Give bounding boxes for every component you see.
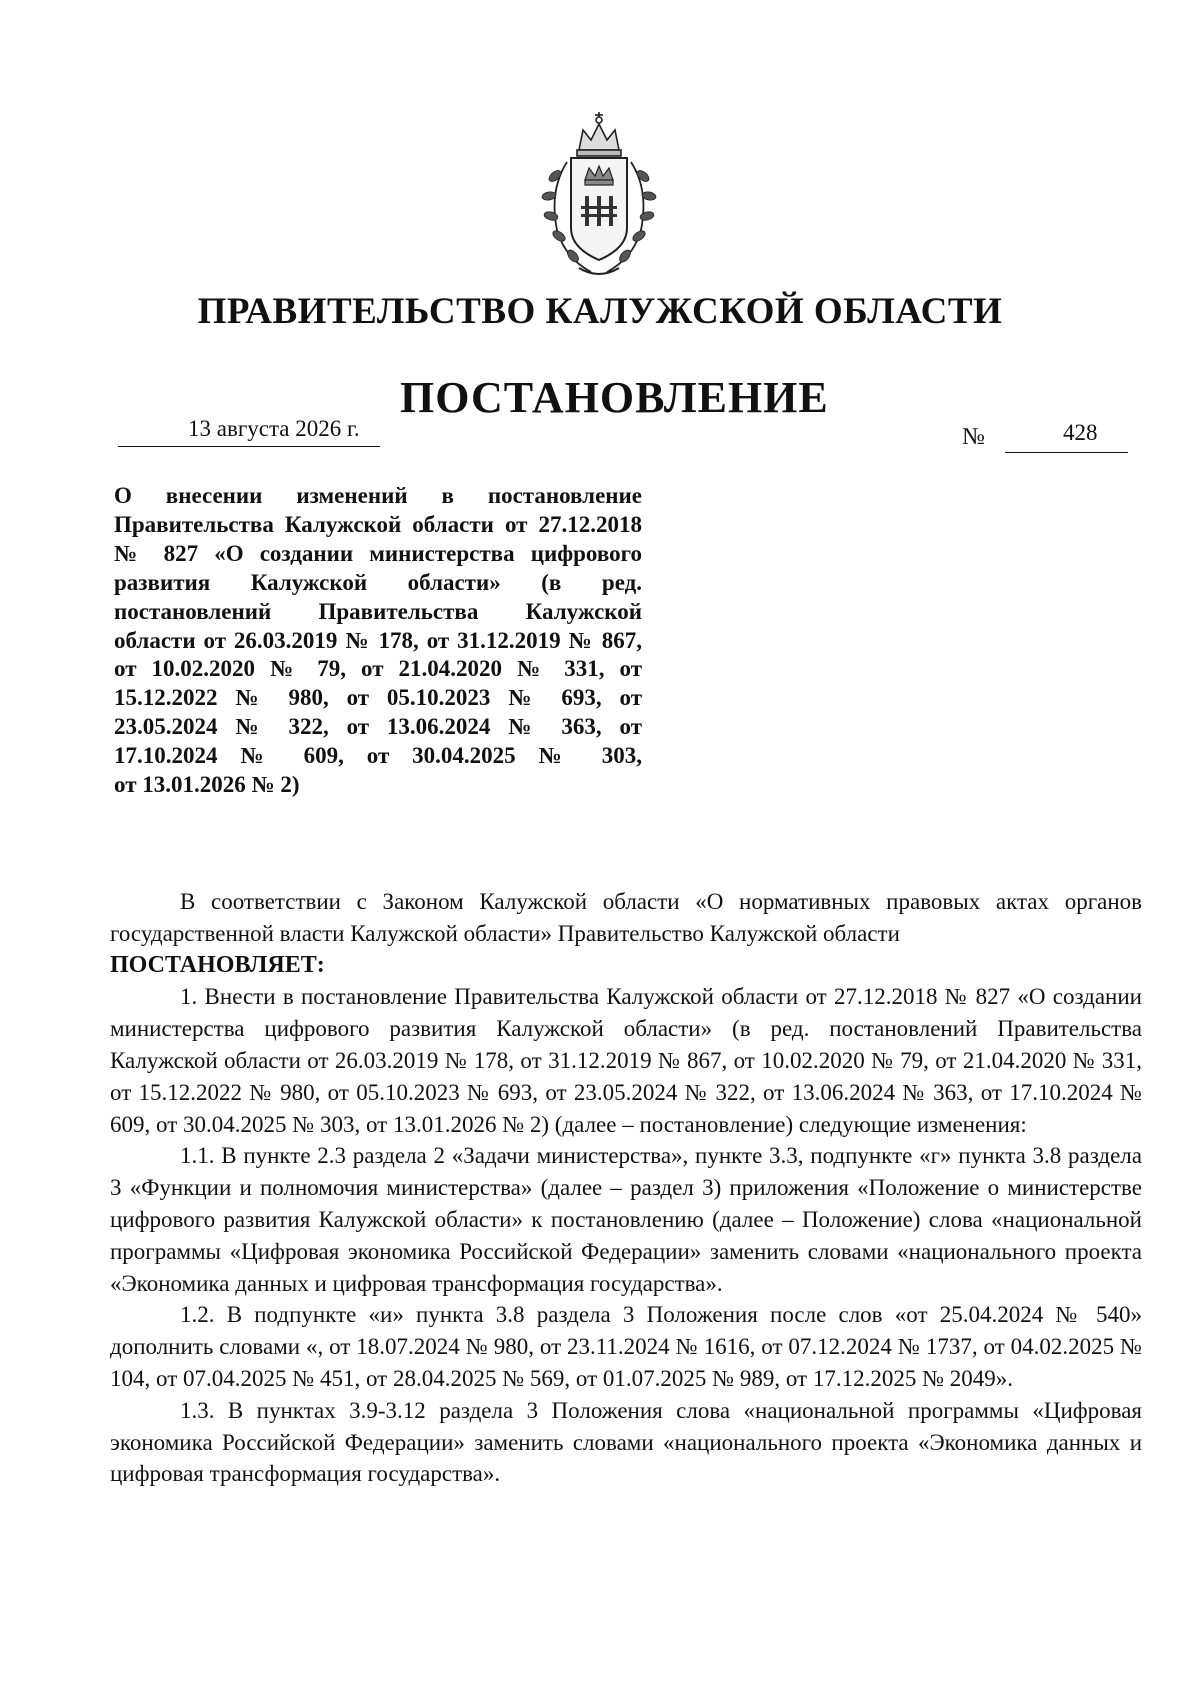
paragraph-1-3: 1.3. В пунктах 3.9-3.12 раздела 3 Положения слова «национальной программы «Цифровая экономика Российской Федерации» заменить словами «национального проекта «Экономика данных и цифровая трансформация государства». xyxy=(110,1397,1142,1487)
coat-of-arms-icon xyxy=(531,110,667,280)
document-heading xyxy=(114,482,642,800)
number-line xyxy=(1005,414,1128,453)
decree-word: ПОСТАНОВЛЯЕТ: xyxy=(110,951,325,978)
government-title: ПРАВИТЕЛЬСТВО КАЛУЖСКОЙ ОБЛАСТИ xyxy=(197,291,1003,332)
document-number: 428 xyxy=(1063,420,1098,445)
paragraph-1: 1. Внести в постановление Правительства Калужской области от 27.12.2018 № 827 «О создании министерства цифрового развития Калужской области» (в ред. постановлений Правительства Калужской области от 26.03.2019 № 178, от 31.12.2019 № 867, от 10.02.2020 № 79, от 21.04.2020 № 331, от 15.12.2022 № 980, от 05.10.2023 № 693, от 23.05.2024 № 322, от 13.06.2024 № 363, от 17.10.2024 № 609, от 30.04.2025 № 303, от 13.01.2026 № 2) (далее – постановление) следующие изменения: xyxy=(110,984,1142,1137)
number-sign: № xyxy=(962,424,985,450)
date-line xyxy=(118,412,380,447)
heading-last-line: от 13.01.2026 № 2) xyxy=(114,772,300,798)
paragraph-1-2: 1.2. В подпункте «и» пункта 3.8 раздела 3 Положения после слов «от 25.04.2024 № 540» дополнить словами «, от 18.07.2024 № 980, от 23.11.2024 № 1616, от 07.12.2024 № 1737, от 04.02.2025 № 104, от 07.04.2025 № 451, от 28.04.2025 № 569, от 01.07.2025 № 989, от 17.12.2025 № 2049». xyxy=(110,1302,1142,1391)
document-body xyxy=(110,886,1142,1490)
document-date: 13 августа 2026 г. xyxy=(188,416,360,441)
preamble-paragraph: В соответствии с Законом Калужской области «О нормативных правовых актах органов государственной власти Калужской области» Правительство Калужской области xyxy=(110,889,1142,946)
document-type-title: ПОСТАНОВЛЕНИЕ xyxy=(400,373,829,422)
paragraph-1-1: 1.1. В пункте 2.3 раздела 2 «Задачи министерства», пункте 3.3, подпункте «г» пункта 3.8 раздела 3 «Функции и полномочия министерства» (далее – раздел 3) приложения «Положение о министерстве цифрового развития Калужской области» к постановлению (далее – Положение) слова «национальной программы «Цифровая экономика Российской Федерации» заменить словами «национального проекта «Экономика данных и цифровая трансформация государства». xyxy=(110,1143,1142,1296)
heading-text: О внесении изменений в постановление Правительства Калужской области от 27.12.2018 № 827 «О создании министерства цифрового развития Калужской области» (в ред. постановлений Правительства Калужской области от 26.03.2019 № 178, от 31.12.2019 № 867, от 10.02.2020 № 79, от 21.04.2020 № 331, от 15.12.2022 № 980, от 05.10.2023 № 693, от 23.05.2024 № 322, от 13.06.2024 № 363, от 17.10.2024 № 609, от 30.04.2025 № 303, xyxy=(114,483,642,769)
